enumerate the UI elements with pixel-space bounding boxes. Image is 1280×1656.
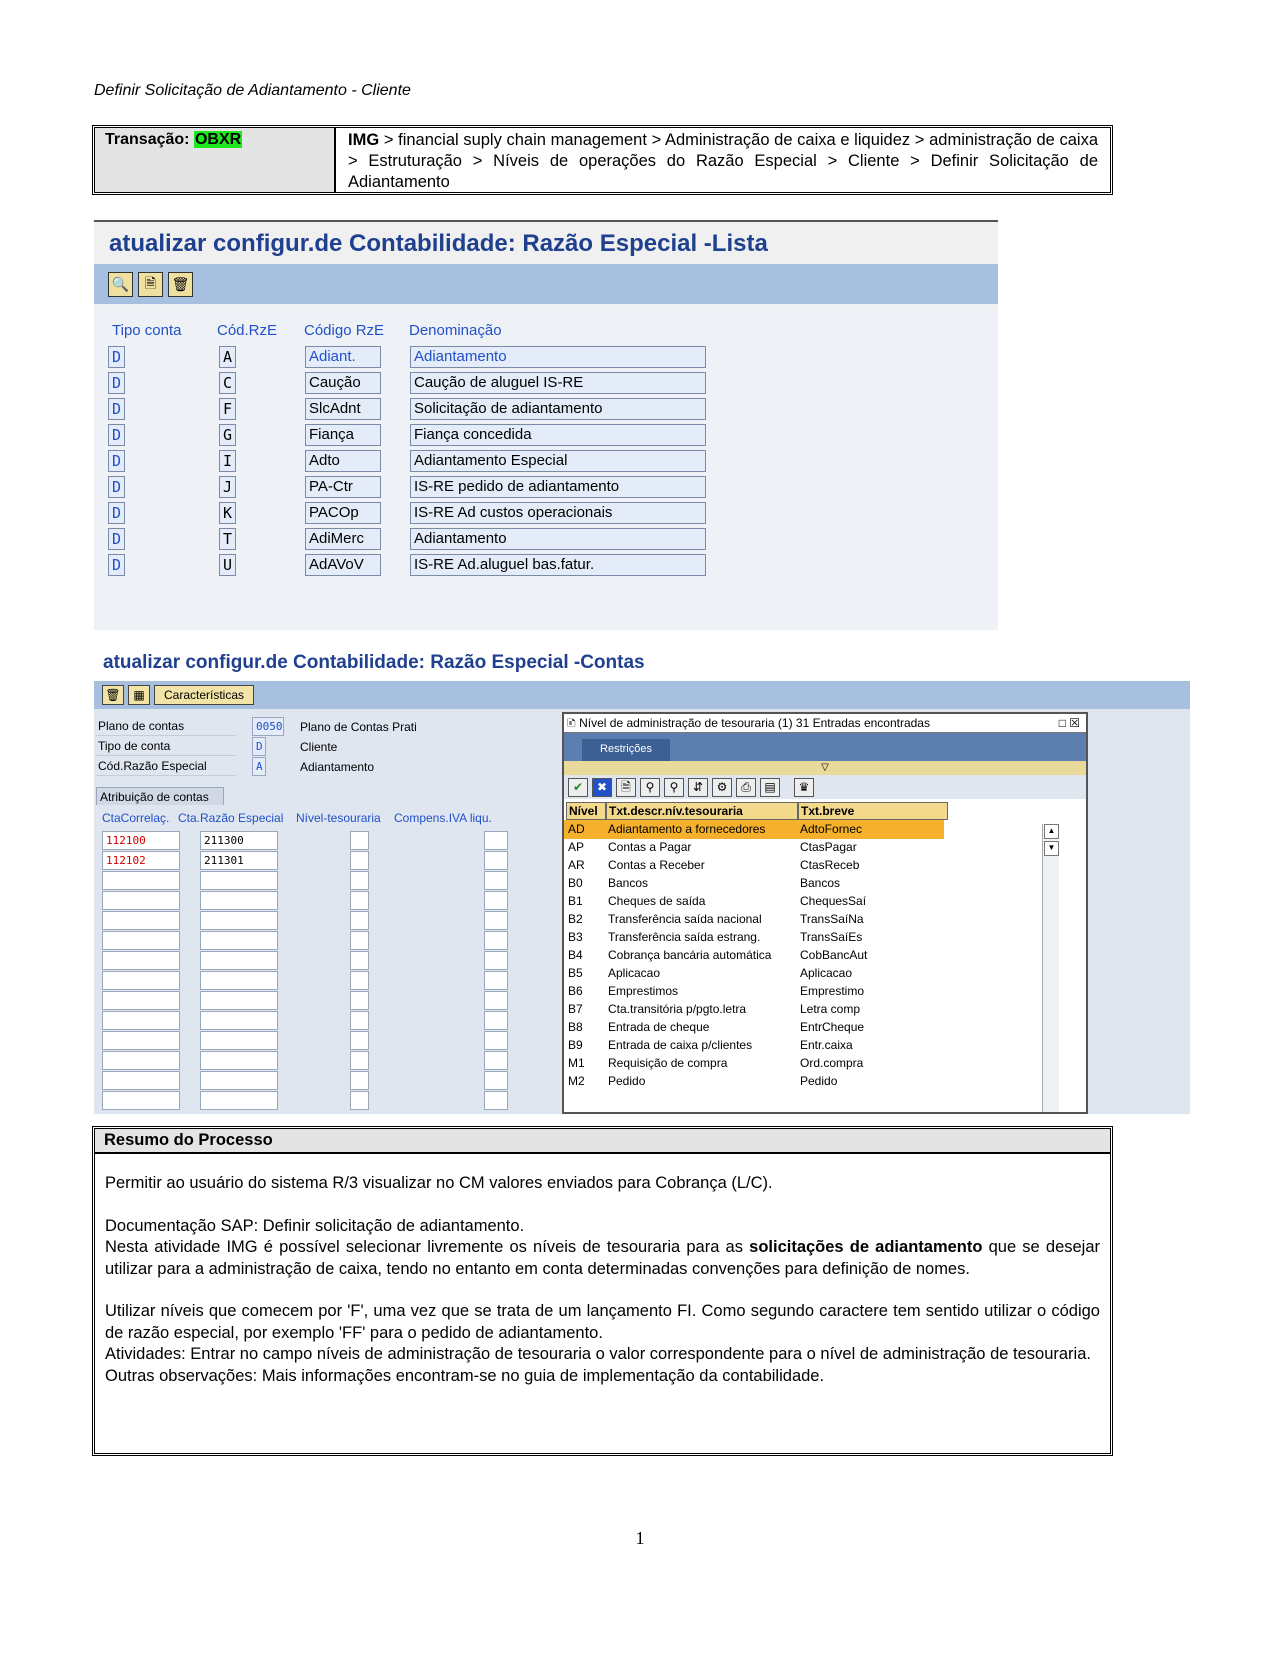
col-header-cta-razao: Cta.Razão Especial <box>178 811 284 825</box>
nivel-description: Bancos <box>608 876 649 890</box>
application-toolbar <box>94 264 998 304</box>
cta-razao-field[interactable] <box>200 1011 278 1030</box>
cta-razao-field[interactable] <box>200 871 278 890</box>
list-item[interactable] <box>564 874 944 893</box>
nivel-description: Cheques de saída <box>608 894 706 908</box>
cta-razao-field[interactable]: 211300 <box>200 831 278 850</box>
popup-tabstrip <box>564 733 1086 761</box>
cta-razao-field[interactable] <box>200 951 278 970</box>
codigo-rze-field[interactable]: SlcAdnt <box>305 398 381 420</box>
nivel-description: Cta.transitória p/pgto.letra <box>608 1002 747 1016</box>
delete-button[interactable] <box>102 685 124 705</box>
tipo-conta-field[interactable]: D <box>108 528 125 550</box>
codigo-rze-field[interactable]: PA-Ctr <box>305 476 381 498</box>
nivel-description: Aplicacao <box>608 966 661 980</box>
page-number: 1 <box>635 1528 645 1548</box>
cancel-icon[interactable]: ✖ <box>592 778 612 797</box>
sort-icon[interactable]: ⇵ <box>688 778 708 797</box>
cod-rze-field[interactable]: K <box>219 502 236 524</box>
cta-razao-field[interactable]: 211301 <box>200 851 278 870</box>
cod-rze-field[interactable]: C <box>219 372 236 394</box>
nivel-short-text: Entr.caixa <box>800 1038 853 1052</box>
tipo-conta-field[interactable]: D <box>108 554 125 576</box>
denominacao-field[interactable]: Fiança concedida <box>410 424 706 446</box>
sap-screen-accounts <box>94 681 1190 1114</box>
cta-razao-field[interactable] <box>200 911 278 930</box>
ctacorrel-field[interactable] <box>102 891 180 910</box>
nivel-short-text: Pedido <box>800 1074 838 1088</box>
list-item[interactable] <box>564 946 944 965</box>
col-header-compens-iva: Compens.IVA liqu. <box>394 811 492 825</box>
text-span: Nesta atividade IMG é possível selecionar livremente os níveis de tesouraria para as <box>105 1238 750 1256</box>
find-next-icon[interactable]: ⚲ <box>664 778 684 797</box>
nivel-short-text: CobBancAut <box>800 948 868 962</box>
compens-iva-checkbox[interactable] <box>484 831 508 850</box>
ctacorrel-field[interactable] <box>102 991 180 1010</box>
nivel-short-text: Bancos <box>800 876 841 890</box>
ctacorrel-field[interactable]: 112100 <box>102 831 180 850</box>
expand-restrictions-icon[interactable]: ▽ <box>564 761 1086 775</box>
nivel-code: AP <box>568 840 585 854</box>
nivel-tesouraria-field[interactable] <box>350 1031 369 1050</box>
codigo-rze-field[interactable]: AdiMerc <box>305 528 381 550</box>
col-header-nivel[interactable]: Nível <box>566 802 606 820</box>
list-item[interactable] <box>564 928 944 947</box>
nivel-code: B8 <box>568 1020 583 1034</box>
magnifier-icon: 🔍 <box>111 276 130 292</box>
nivel-short-text: Letra comp <box>800 1002 861 1016</box>
list-item[interactable] <box>564 1054 944 1073</box>
summary-paragraph: Utilizar níveis que comecem por 'F', uma vez que se trata de um lançamento FI. Como segundo caractere tem sentido utilizar o código de razão especial, por exemplo 'FF' para o pedido de adiantamento. <box>105 1302 1100 1342</box>
trash-icon: 🗑 <box>171 276 190 292</box>
compens-iva-checkbox[interactable] <box>484 991 508 1010</box>
list-item[interactable] <box>564 982 944 1001</box>
nivel-tesouraria-field[interactable] <box>350 931 369 950</box>
ctacorrel-field[interactable] <box>102 1071 180 1090</box>
sap-screen-list <box>94 220 998 630</box>
transaction-label: Transação: <box>105 131 190 148</box>
layout-icon[interactable]: ▤ <box>760 778 780 797</box>
compens-iva-checkbox[interactable] <box>484 1071 508 1090</box>
nivel-description: Emprestimos <box>608 984 679 998</box>
nivel-tesouraria-field[interactable] <box>350 891 369 910</box>
tipo-conta-field[interactable]: D <box>108 398 125 420</box>
denominacao-field[interactable]: Adiantamento Especial <box>410 450 706 472</box>
nivel-short-text: CtasPagar <box>800 840 857 854</box>
nivel-code: B9 <box>568 1038 583 1052</box>
col-header-ctacorrel: CtaCorrelaç. <box>102 811 170 825</box>
compens-iva-checkbox[interactable] <box>484 1051 508 1070</box>
list-item[interactable] <box>564 856 944 875</box>
nivel-code: B3 <box>568 930 583 944</box>
compens-iva-checkbox[interactable] <box>484 891 508 910</box>
nivel-description: Requisição de compra <box>608 1056 728 1070</box>
nivel-code: B6 <box>568 984 583 998</box>
ctacorrel-field[interactable] <box>102 1051 180 1070</box>
cod-rze-field[interactable]: F <box>219 398 236 420</box>
popup-toolbar <box>564 775 1086 799</box>
nivel-description: Contas a Receber <box>608 858 705 872</box>
compens-iva-checkbox[interactable] <box>484 871 508 890</box>
nivel-tesouraria-field[interactable] <box>350 851 369 870</box>
list-item[interactable] <box>564 1072 944 1091</box>
summary-paragraph: Outras observações: Mais informações encontram-se no guia de implementação da contabilidade. <box>105 1366 825 1385</box>
summary-paragraph: Documentação SAP: Definir solicitação de adiantamento. <box>105 1216 525 1235</box>
codigo-rze-field[interactable]: Caução <box>305 372 381 394</box>
cod-rze-field[interactable]: G <box>219 424 236 446</box>
field-label-cod-razao: Cód.Razão Especial <box>96 757 236 776</box>
compens-iva-checkbox[interactable] <box>484 1031 508 1050</box>
nivel-tesouraria-field[interactable] <box>350 1091 369 1110</box>
nivel-code: M1 <box>568 1056 585 1070</box>
summary-paragraph: Permitir ao usuário do sistema R/3 visualizar no CM valores enviados para Cobrança (L/C). <box>105 1174 773 1192</box>
nivel-code: B7 <box>568 1002 583 1016</box>
img-path <box>336 128 1110 192</box>
nivel-tesouraria-field[interactable] <box>350 1071 369 1090</box>
cta-razao-field[interactable] <box>200 1071 278 1090</box>
list-item[interactable] <box>564 1036 944 1055</box>
nivel-short-text: EntrCheque <box>800 1020 865 1034</box>
denominacao-field[interactable]: Solicitação de adiantamento <box>410 398 706 420</box>
list-item[interactable] <box>564 838 944 857</box>
compens-iva-checkbox[interactable] <box>484 971 508 990</box>
cta-razao-field[interactable] <box>200 891 278 910</box>
trash-icon: 🗑 <box>105 688 121 702</box>
find-icon[interactable]: ⚲ <box>640 778 660 797</box>
cta-razao-field[interactable] <box>200 1091 278 1110</box>
filter-icon[interactable]: ⚙ <box>712 778 732 797</box>
tipo-conta-field[interactable]: D <box>108 372 125 394</box>
list-item[interactable] <box>564 1018 944 1037</box>
plano-contas-desc: Plano de Contas Prati <box>300 720 417 734</box>
cta-razao-field[interactable] <box>200 991 278 1010</box>
col-header-cod-rze: Cód.RzE <box>217 322 278 339</box>
nivel-code: AD <box>568 822 585 836</box>
compens-iva-checkbox[interactable] <box>484 1091 508 1110</box>
denominacao-field[interactable]: IS-RE Ad custos operacionais <box>410 502 706 524</box>
nivel-short-text: TransSaíNa <box>800 912 864 926</box>
tipo-conta-field[interactable]: D <box>252 737 266 756</box>
nivel-short-text: AdtoFornec <box>800 822 863 836</box>
nivel-short-text: Ord.compra <box>800 1056 864 1070</box>
nivel-tesouraria-field[interactable] <box>350 951 369 970</box>
nivel-description: Transferência saída estrang. <box>608 930 761 944</box>
ctacorrel-field[interactable] <box>102 1011 180 1030</box>
table-button[interactable] <box>128 685 150 705</box>
field-label-plano-contas: Plano de contas <box>96 717 236 736</box>
cta-razao-field[interactable] <box>200 1031 278 1050</box>
document-title: Definir Solicitação de Adiantamento - Cliente <box>94 82 411 99</box>
list-item[interactable] <box>564 964 944 983</box>
nivel-short-text: CtasReceb <box>800 858 860 872</box>
screen-title: atualizar configur.de Contabilidade: Razão Especial -Lista <box>109 230 768 257</box>
ctacorrel-field[interactable] <box>102 971 180 990</box>
nivel-code: B4 <box>568 948 583 962</box>
list-item[interactable] <box>564 1000 944 1019</box>
scrollbar[interactable] <box>1042 824 1059 1114</box>
list-item[interactable] <box>564 892 944 911</box>
nivel-tesouraria-field[interactable] <box>350 1011 369 1030</box>
compens-iva-checkbox[interactable] <box>484 911 508 930</box>
tipo-conta-field[interactable]: D <box>108 424 125 446</box>
grid-icon: ▦ <box>133 688 145 702</box>
new-document-icon[interactable]: 🗎 <box>616 778 636 797</box>
cod-rze-field[interactable]: A <box>219 346 236 368</box>
scroll-down-icon[interactable]: ▼ <box>1044 841 1059 856</box>
nivel-tesouraria-field[interactable] <box>350 1051 369 1070</box>
nivel-code: M2 <box>568 1074 585 1088</box>
text-span: que se desejar utilizar para a administração de caixa, tendo no entanto em conta determinadas convenções para definição de nomes. <box>105 1238 1101 1278</box>
nivel-code: AR <box>568 858 585 872</box>
ctacorrel-field[interactable] <box>102 951 180 970</box>
list-area <box>94 306 998 630</box>
denominacao-field[interactable]: IS-RE pedido de adiantamento <box>410 476 706 498</box>
print-icon[interactable]: ⎙ <box>736 778 756 797</box>
tipo-conta-field[interactable]: D <box>108 346 125 368</box>
popup-window-icon: 🗈 <box>567 716 576 730</box>
transaction-table <box>92 125 1113 195</box>
compens-iva-checkbox[interactable] <box>484 951 508 970</box>
ctacorrel-field[interactable] <box>102 871 180 890</box>
nivel-description: Entrada de cheque <box>608 1020 710 1034</box>
nivel-tesouraria-field[interactable] <box>350 911 369 930</box>
screen2-title: atualizar configur.de Contabilidade: Razão Especial -Contas <box>103 652 645 673</box>
divider <box>94 220 998 222</box>
col-header-nivel-tesouraria: Nível-tesouraria <box>296 811 381 825</box>
popup-title: Nível de administração de tesouraria (1) 31 Entradas encontradas <box>579 716 930 730</box>
tab-restricoes[interactable]: Restrições <box>582 739 670 761</box>
cod-rze-field[interactable]: I <box>219 450 236 472</box>
caracteristicas-button[interactable]: Características <box>154 685 254 705</box>
scroll-up-icon[interactable]: ▲ <box>1044 824 1059 839</box>
cta-razao-field[interactable] <box>200 931 278 950</box>
nivel-short-text: ChequesSaí <box>800 894 867 908</box>
codigo-rze-field[interactable]: AdAVoV <box>305 554 381 576</box>
nivel-code: B0 <box>568 876 583 890</box>
summary-heading: Resumo do Processo <box>95 1129 1110 1154</box>
list-item[interactable] <box>564 910 944 929</box>
transaction-code: OBXR <box>194 131 242 148</box>
compens-iva-checkbox[interactable] <box>484 1011 508 1030</box>
denominacao-field[interactable]: Caução de aluguel IS-RE <box>410 372 706 394</box>
list-item[interactable] <box>564 820 944 839</box>
cod-rze-field[interactable]: J <box>219 476 236 498</box>
tipo-conta-field[interactable]: D <box>108 502 125 524</box>
codigo-rze-field[interactable]: PACOp <box>305 502 381 524</box>
new-document-icon: 🗎 <box>144 274 157 291</box>
codigo-rze-field[interactable]: Adto <box>305 450 381 472</box>
summary-paragraph: Atividades: Entrar no campo níveis de administração de tesouraria o valor correspondente para o nível de administração de tesouraria. <box>105 1345 1091 1363</box>
col-header-codigo-rze: Código RzE <box>304 322 385 339</box>
nivel-description: Cobrança bancária automática <box>608 948 772 962</box>
cta-razao-field[interactable] <box>200 1051 278 1070</box>
application-toolbar <box>94 681 1190 709</box>
denominacao-field[interactable]: Adiantamento <box>410 528 706 550</box>
ctacorrel-field[interactable] <box>102 1091 180 1110</box>
personalize-icon[interactable]: ♛ <box>794 778 814 797</box>
denominacao-field[interactable]: Adiantamento <box>410 346 706 368</box>
nivel-code: B1 <box>568 894 583 908</box>
col-header-txt-descr[interactable]: Txt.descr.nív.tesouraria <box>606 802 798 820</box>
tipo-conta-field[interactable]: D <box>108 450 125 472</box>
ctacorrel-field[interactable] <box>102 931 180 950</box>
nivel-tesouraria-field[interactable] <box>350 831 369 850</box>
cod-rze-field[interactable]: T <box>219 528 236 550</box>
compens-iva-checkbox[interactable] <box>484 931 508 950</box>
col-header-denominacao: Denominação <box>409 322 502 339</box>
col-header-txt-breve[interactable]: Txt.breve <box>798 802 948 820</box>
img-path-prefix: IMG <box>348 131 380 149</box>
transaction-cell <box>95 128 336 192</box>
field-label-tipo-conta: Tipo de conta <box>96 737 236 756</box>
plano-contas-field[interactable]: 0050 <box>252 717 284 736</box>
details-button[interactable] <box>108 272 133 297</box>
minimize-icon[interactable]: □ <box>1058 716 1066 730</box>
f4-help-popup <box>562 712 1088 1114</box>
nivel-short-text: Aplicacao <box>800 966 853 980</box>
process-summary-table <box>92 1126 1113 1456</box>
bold-text: solicitações de adiantamento <box>749 1238 983 1256</box>
close-icon[interactable]: ☒ <box>1069 716 1080 730</box>
nivel-description: Entrada de caixa p/clientes <box>608 1038 753 1052</box>
tipo-conta-desc: Cliente <box>300 740 338 754</box>
cod-rze-field[interactable]: U <box>219 554 236 576</box>
nivel-code: B2 <box>568 912 583 926</box>
confirm-icon[interactable]: ✔ <box>568 778 588 797</box>
col-header-tipo-conta: Tipo conta <box>112 322 182 339</box>
compens-iva-checkbox[interactable] <box>484 851 508 870</box>
tipo-conta-field[interactable]: D <box>108 476 125 498</box>
tab-atribuicao-contas[interactable]: Atribuição de contas <box>96 787 224 805</box>
ctacorrel-field[interactable] <box>102 1031 180 1050</box>
nivel-description: Transferência saída nacional <box>608 912 762 926</box>
ctacorrel-field[interactable]: 112102 <box>102 851 180 870</box>
denominacao-field[interactable]: IS-RE Ad.aluguel bas.fatur. <box>410 554 706 576</box>
nivel-description: Adiantamento a fornecedores <box>608 822 766 836</box>
nivel-tesouraria-field[interactable] <box>350 871 369 890</box>
nivel-tesouraria-field[interactable] <box>350 991 369 1010</box>
nivel-code: B5 <box>568 966 583 980</box>
ctacorrel-field[interactable] <box>102 911 180 930</box>
new-entries-button[interactable] <box>138 272 163 297</box>
delete-button[interactable] <box>168 272 193 297</box>
codigo-rze-field[interactable]: Fiança <box>305 424 381 446</box>
cod-razao-desc: Adiantamento <box>300 760 375 774</box>
nivel-description: Contas a Pagar <box>608 840 692 854</box>
nivel-tesouraria-field[interactable] <box>350 971 369 990</box>
popup-titlebar <box>564 714 1086 733</box>
nivel-short-text: Emprestimo <box>800 984 865 998</box>
summary-body <box>105 1173 1100 1387</box>
codigo-rze-field[interactable]: Adiant. <box>305 346 381 368</box>
nivel-short-text: TransSaíEs <box>800 930 863 944</box>
cta-razao-field[interactable] <box>200 971 278 990</box>
summary-paragraph <box>105 1237 1100 1280</box>
cod-razao-field[interactable]: A <box>252 757 266 776</box>
img-path-text: > financial suply chain management > Administração de caixa e liquidez > administração de caixa > Estruturação > Níveis de operações do Razão Especial > Cliente > Definir Solicitação de Adiantamento <box>348 131 1098 191</box>
nivel-description: Pedido <box>608 1074 646 1088</box>
